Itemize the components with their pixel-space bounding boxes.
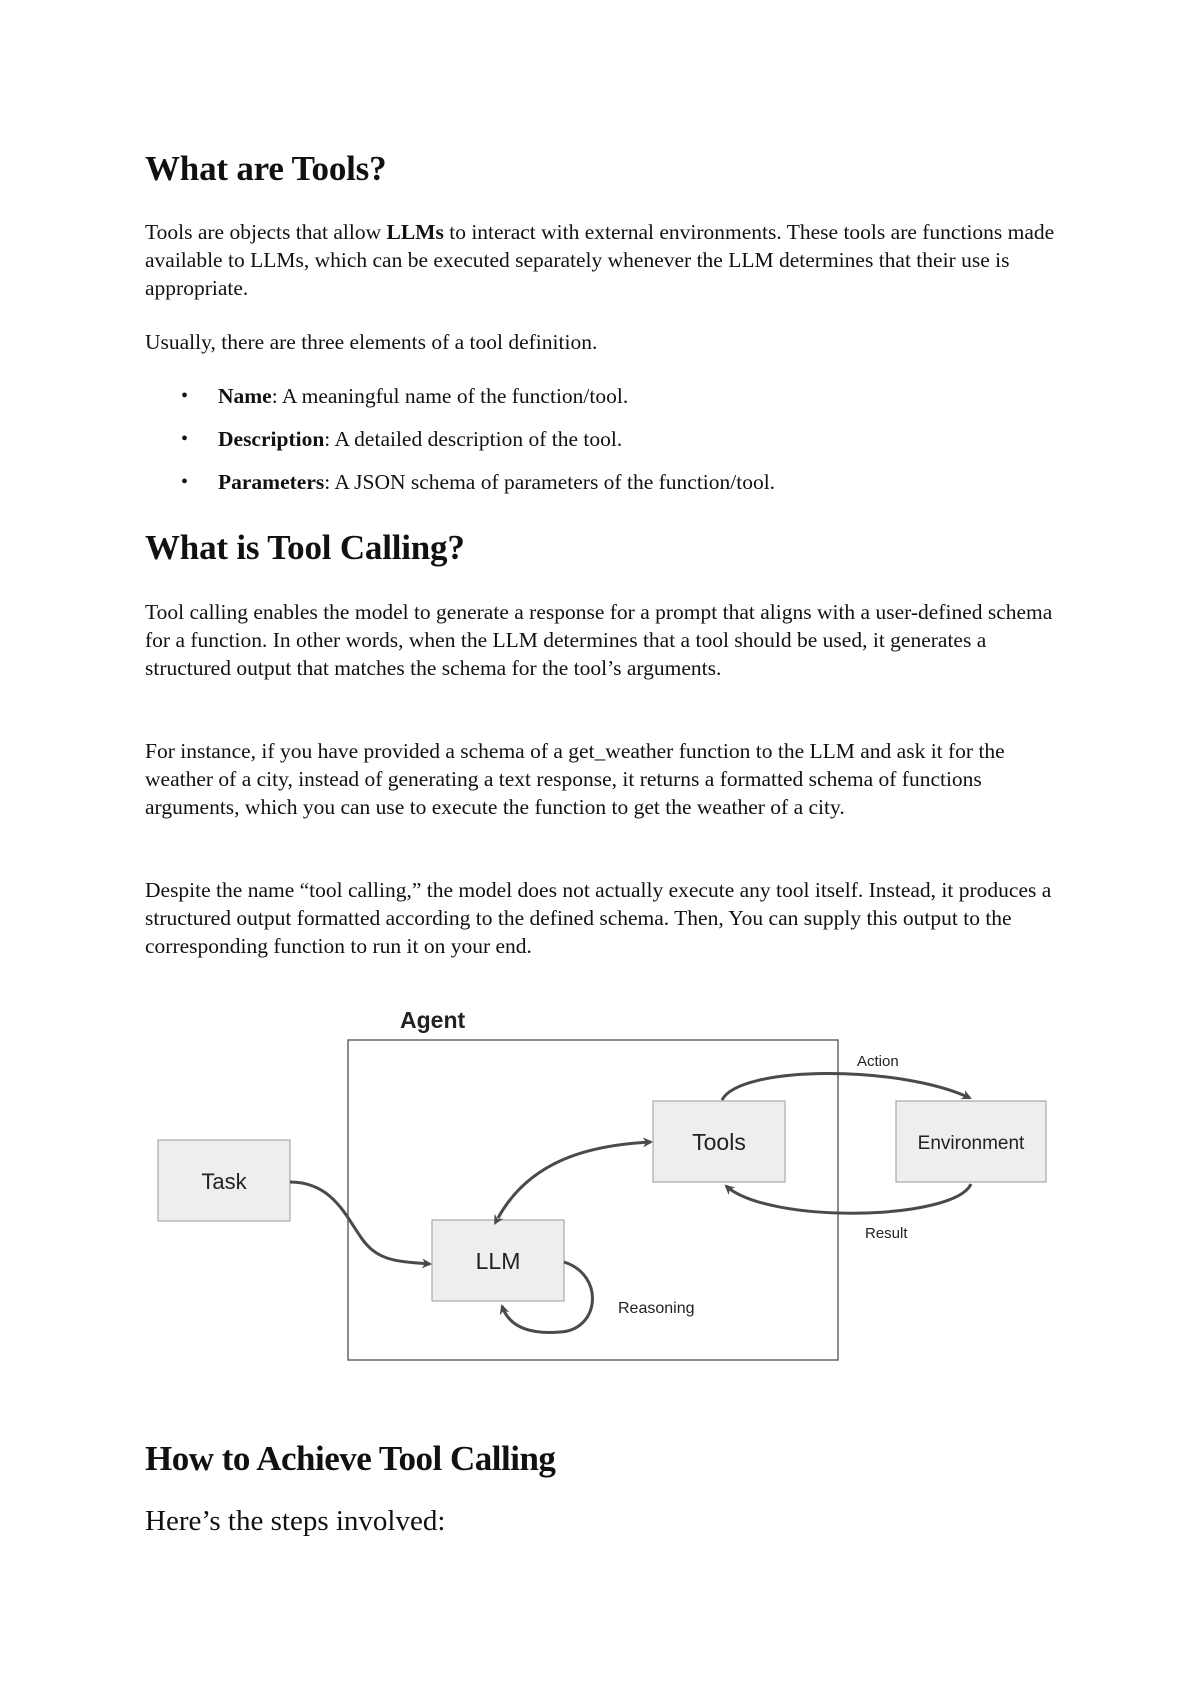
paragraph-tool-calling-clarification: Despite the name “tool calling,” the model does not actually execute any tool itself. Instead, it produces a structured output formatted according to the defined schema. Then, You can supply this output to the corresponding function to run it on your end.	[145, 878, 1052, 958]
tool-definition-list	[145, 382, 775, 511]
heading-what-are-tools: What are Tools?	[145, 149, 387, 188]
agent-boundary	[348, 1040, 838, 1360]
heading-what-is-tool-calling: What is Tool Calling?	[145, 528, 465, 567]
agent-label: Agent	[400, 1007, 466, 1033]
list-term: Description	[218, 427, 325, 451]
list-term: Name	[218, 384, 272, 408]
environment-label: Environment	[917, 1133, 1025, 1154]
bullet-icon: •	[181, 428, 189, 450]
paragraph-tool-calling-definition: Tool calling enables the model to generate a response for a prompt that aligns with a user-defined schema for a function. In other words, when the LLM determines that a tool should be used, it generates a structured output that matches the schema for the tool’s arguments.	[145, 600, 1053, 680]
heading-how-to-achieve: How to Achieve Tool Calling	[145, 1439, 556, 1478]
list-desc: : A meaningful name of the function/tool.	[271, 384, 629, 408]
bullet-icon: •	[181, 385, 189, 407]
llm-label: LLM	[475, 1248, 521, 1274]
bold-term-llms: LLMs	[386, 220, 444, 244]
action-label: Action	[857, 1053, 899, 1070]
text-span: to interact with external environments. These tools are functions made available to LLMs, which can be executed separately whenever the LLM determines that their use is appropriate.	[145, 220, 1055, 300]
action-arrow	[722, 1073, 970, 1100]
bullet-icon: •	[181, 471, 189, 493]
list-item	[145, 425, 775, 468]
result-label: Result	[865, 1225, 908, 1242]
text-span: Tools are objects that allow	[145, 220, 387, 244]
list-desc: : A JSON schema of parameters of the function/tool.	[324, 470, 776, 494]
paragraph-steps-intro: Here’s the steps involved:	[145, 1505, 446, 1537]
task-to-llm-arrow	[290, 1182, 430, 1264]
tools-label: Tools	[692, 1129, 746, 1155]
paragraph-tool-calling-example: For instance, if you have provided a schema of a get_weather function to the LLM and ask it for the weather of a city, instead of generating a text response, it returns a formatted schema of functions arguments, which you can use to execute the function to get the weather of a city.	[145, 739, 1005, 819]
list-desc: : A detailed description of the tool.	[324, 427, 623, 451]
task-label: Task	[201, 1169, 247, 1194]
agent-diagram	[150, 1000, 1070, 1380]
llm-tools-double-arrow	[498, 1142, 651, 1218]
paragraph-tool-elements: Usually, there are three elements of a tool definition.	[145, 330, 598, 354]
list-term: Parameters	[218, 470, 325, 494]
list-item	[145, 382, 775, 425]
reasoning-label: Reasoning	[618, 1300, 695, 1317]
result-arrow	[726, 1184, 971, 1213]
paragraph-tools-intro	[145, 218, 1065, 302]
list-item	[145, 468, 775, 511]
